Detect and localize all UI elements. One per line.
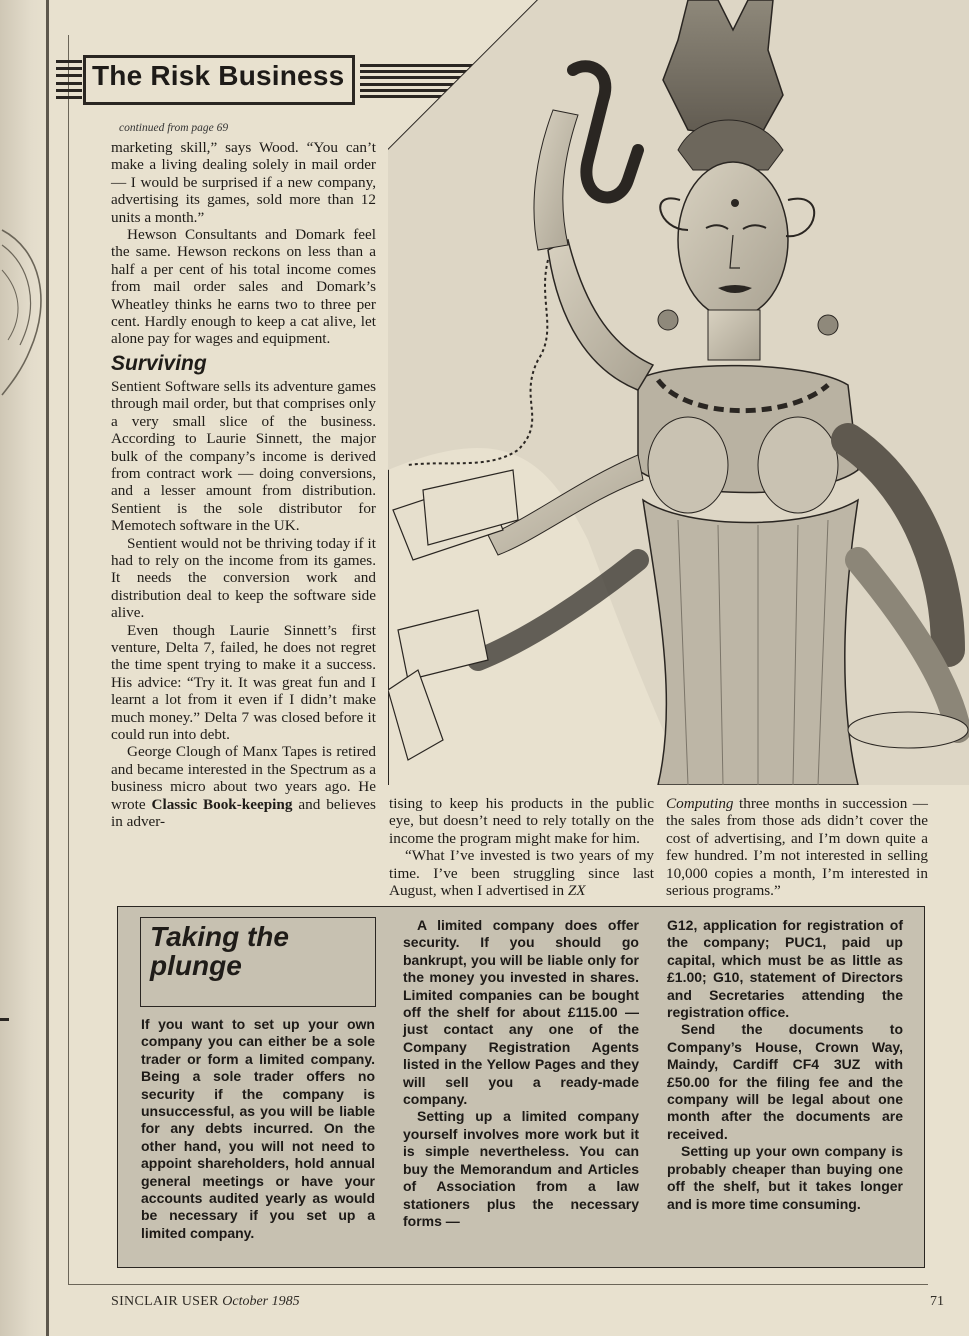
- page-spine-shadow: [0, 0, 52, 1336]
- text-run: “What I’ve invested is two years of my time. I’ve been struggling since last August, when I advertised in: [389, 847, 654, 900]
- page-number: 71: [930, 1294, 944, 1309]
- paragraph: If you want to set up your own company you can either be a sole trader or form a limited company. Being a sole trader offers no security if the company is unsuccessful, as you will be liable for any debts incurred. On the other hand, you will not need to appoint shareholders, hold annual general meetings or have your accounts audited yearly as would be necessary if you set up a limited company.: [141, 1016, 375, 1241]
- text-run: and believes in adver-: [111, 795, 376, 831]
- paragraph: Setting up your own company is probably cheaper than buying one off the shelf, but it takes longer and is more time consuming.: [667, 1143, 903, 1212]
- magazine-name: Computing: [666, 795, 734, 812]
- paragraph: [389, 847, 654, 899]
- box-column-2: [403, 917, 639, 1230]
- text-run: three months in succession — the sales from those ads didn’t cover the cost of advertising, and I’m down quite a few hundred. I’m not interested in selling 10,000 copies a month, I’m interested in serious programs.”: [666, 795, 928, 900]
- issue-date: October 1985: [222, 1294, 300, 1309]
- article-column-1: [111, 139, 376, 830]
- box-title-line: Taking the: [150, 921, 289, 952]
- article-column-2: [389, 795, 654, 899]
- page-title: The Risk Business: [92, 60, 345, 91]
- magazine-name: ZX: [567, 882, 586, 900]
- paragraph: Sentient would not be thriving today if it had to rely on the income from its games. It needs the conversion work and distribution deal to keep the software side alive.: [111, 534, 376, 622]
- box-column-1: [141, 1016, 375, 1242]
- bottom-rule: [68, 1284, 928, 1285]
- show-through-mark: [0, 1018, 9, 1021]
- show-through-sketch: [0, 210, 60, 410]
- box-title: [150, 922, 370, 980]
- program-name: Classic Book-keeping: [151, 795, 293, 813]
- paragraph: [666, 795, 928, 899]
- paragraph: G12, application for registration of the company; PUC1, paid up capital, which must be as little as £1.00; G10, statement of Directors and Secretaries attending the registration office.: [667, 917, 903, 1021]
- article-column-3: [666, 795, 928, 899]
- header-stripes-left: [56, 60, 82, 99]
- paragraph: A limited company does offer security. If you should go bankrupt, you will be liable only for the money you invested in shares. Limited companies can be bought off the shelf for about £115.00 — just contact any one of the Company Registration Agents listed in the Yellow Pages and they will sell you a ready-made company.: [403, 917, 639, 1108]
- box-column-3: [667, 917, 903, 1213]
- paragraph: marketing skill,” says Wood. “You can’t make a living dealing solely in mail order — I would be surprised if a new company, advertising its games, sold more than 12 units a month.”: [111, 139, 376, 226]
- paragraph: Setting up a limited company yourself involves more work but it is simple nevertheless. You can buy the Memorandum and Articles of Association from a law stationers plus the necessary forms —: [403, 1108, 639, 1229]
- paragraph: Even though Laurie Sinnett’s first venture, Delta 7, failed, he does not regret the time spent trying to make it a success. His advice: “Try it. It was great fun and I learnt a lot from it even if I didn’t make much money.” Delta 7 was closed before it could run into debt.: [111, 621, 376, 743]
- box-title-line: plunge: [150, 950, 242, 981]
- goddess-illustration: [388, 0, 969, 785]
- magazine-name: SINCLAIR USER: [111, 1294, 219, 1309]
- paragraph: [111, 743, 376, 830]
- paragraph: Sentient Software sells its adventure games through mail order, but that comprises only a very small slice of the business. According to Laurie Sinnett, the major bulk of the company’s income is derived from contract work — doing conversions, and a lesser amount from distribution. Sentient is the sole distributor for Memotech software in the UK.: [111, 377, 376, 535]
- left-column-rule: [68, 35, 69, 1285]
- paragraph: Send the documents to Company’s House, Crown Way, Maindy, Cardiff CF4 3UZ with £50.00 for the filing fee and the company will be legal about one month after the documents are received.: [667, 1021, 903, 1142]
- paragraph: tising to keep his products in the public eye, but doesn’t need to rely totally on the income the program might make for him.: [389, 795, 654, 847]
- paragraph: Hewson Consultants and Domark feel the same. Hewson reckons on less than a half a per cent of his total income comes from mail order sales and Domark’s Wheatley thinks he earns two to three per cent. Hardly enough to keep a cat alive, let alone pay for wages and equipment.: [111, 226, 376, 348]
- continued-note: continued from page 69: [119, 122, 229, 134]
- text-run: George Clough of Manx Tapes is retired and became interested in the Spectrum as a business micro about two years ago. He wrote: [111, 743, 376, 813]
- footer-credit: [111, 1294, 300, 1310]
- spine-edge: [46, 0, 49, 1336]
- subheading: Surviving: [111, 351, 207, 375]
